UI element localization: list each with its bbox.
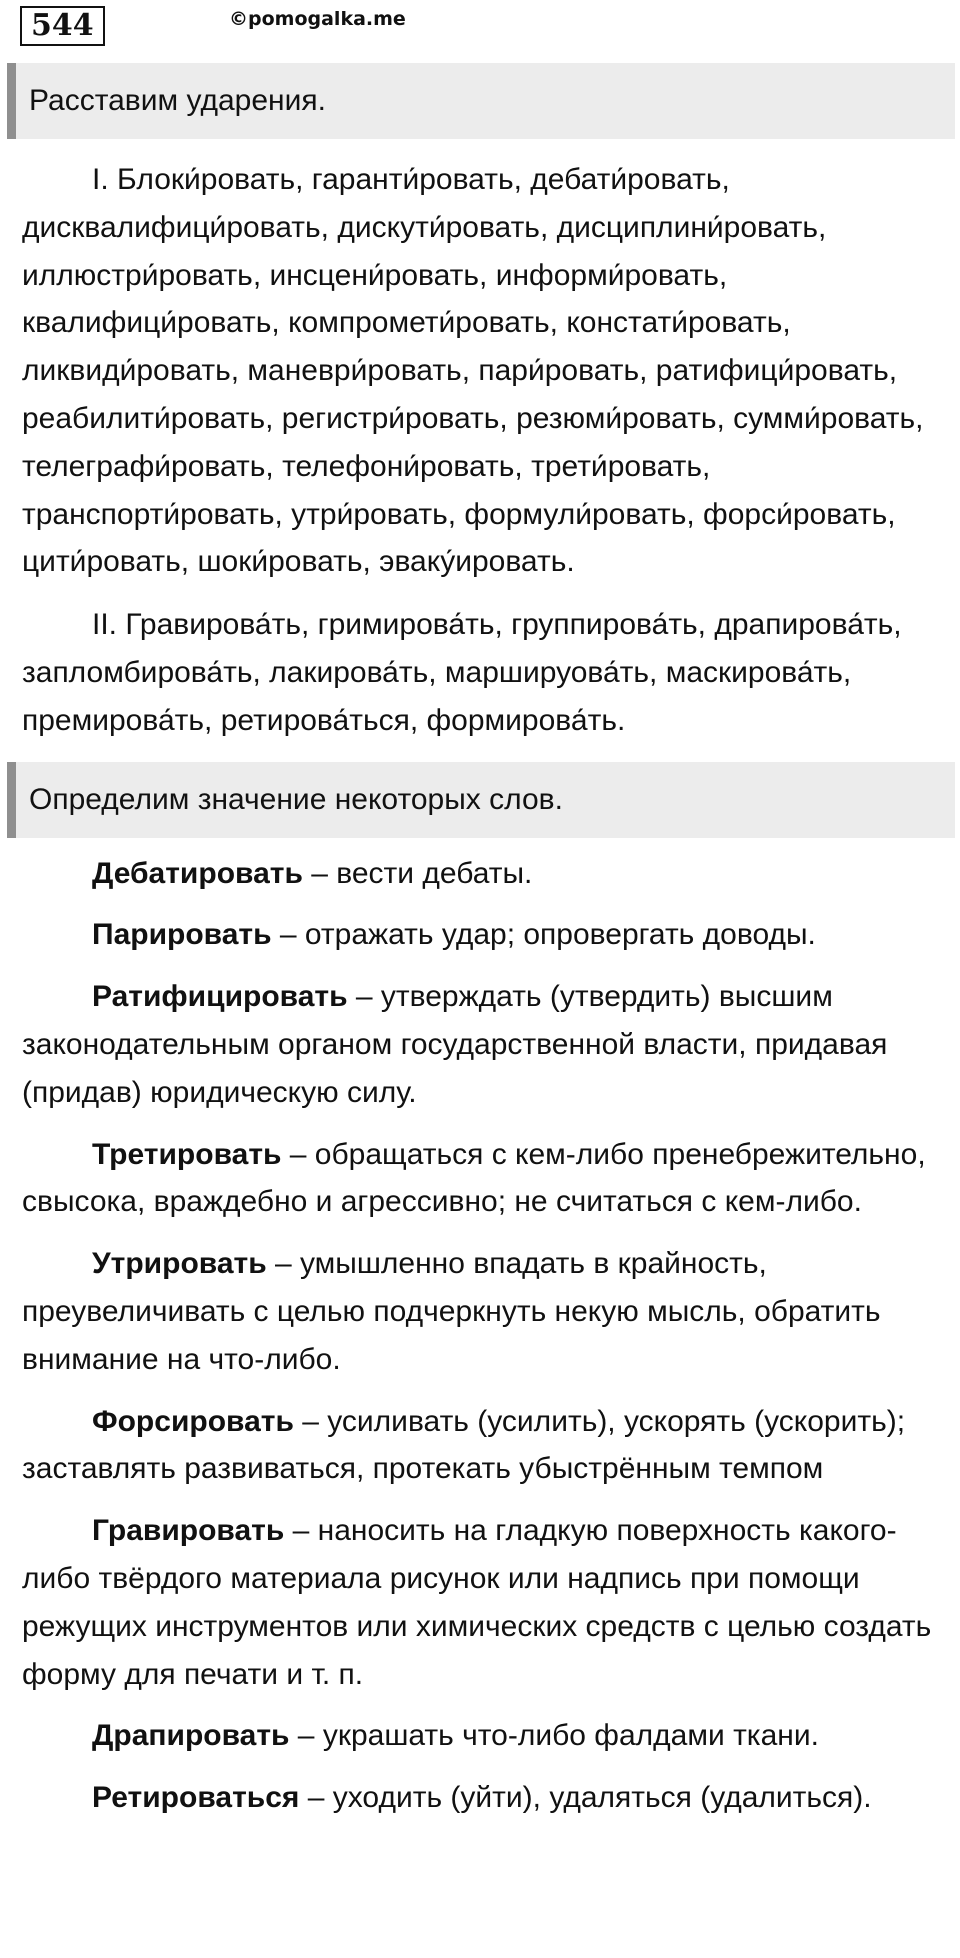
definition-term: Дебатировать: [92, 856, 303, 890]
definition-item: [0, 1240, 960, 1383]
definition-text: – утверждать (утвердить) высшим законодательным органом государственной власти, придавая (придав) юридическую силу.: [22, 980, 888, 1109]
definition-text: – наносить на гладкую поверхность какого-либо твёрдого материала рисунок или надпись при помощи режущих инструментов или химических средств с целью создать форму для печати и т. п.: [22, 1514, 932, 1691]
definition-text: – отражать удар; опровергать доводы.: [271, 918, 816, 952]
top-bar: [20, 6, 105, 48]
section-header-meanings: Определим значение некоторых слов.: [7, 762, 955, 838]
task-number: 544: [20, 6, 105, 46]
definition-term: Драпировать: [92, 1719, 290, 1753]
definition-text: – умышленно впадать в крайность, преувеличивать с целью подчеркнуть некую мысль, обратить внимание на что-либо.: [22, 1247, 881, 1376]
definition-item: [0, 1131, 960, 1227]
definition-term: Третировать: [92, 1137, 282, 1171]
definition-item: [0, 1774, 960, 1822]
definition-item: [0, 911, 960, 959]
definition-item: [0, 1398, 960, 1494]
definitions-list: [0, 850, 960, 1822]
definition-text: – уходить (уйти), удаляться (удалиться).: [299, 1781, 872, 1815]
definition-term: Ретироваться: [92, 1781, 300, 1815]
stress-list-group-1: I. Блоки́ровать, гаранти́ровать, дебати́ровать, дисквалифици́ровать, дискути́ровать, дисциплини́ровать, иллюстри́ровать, инсцени́ровать, информи́ровать, квалифици́ровать, компромети́ровать, констати́ровать, ликвиди́ровать, маневри́ровать, пари́ровать, ратифици́ровать, реабилити́ровать, регистри́ровать, резюми́ровать, сумми́ровать, телеграфи́ровать, телефони́ровать, трети́ровать, транспорти́ровать, утри́ровать, формули́ровать, форси́ровать, цити́ровать, шоки́ровать, эваку́ировать.: [22, 163, 924, 579]
definition-term: Парировать: [92, 918, 272, 952]
definition-item: [0, 1712, 960, 1760]
stress-list-group-2: II. Гравирова́ть, гримирова́ть, группирова́ть, драпирова́ть, запломбирова́ть, лакирова́ть, маршируова́ть, маскирова́ть, премирова́ть, ретирова́ться, формирова́ть.: [22, 608, 902, 737]
definition-term: Форсировать: [92, 1404, 294, 1438]
document-body: [0, 63, 960, 1836]
watermark: ©pomogalka.me: [229, 8, 406, 30]
section-header-stress: Расставим ударения.: [7, 63, 955, 139]
definition-term: Гравировать: [92, 1514, 285, 1548]
definition-item: [0, 1507, 960, 1698]
definition-term: Ратифицировать: [92, 980, 348, 1014]
definition-text: – усиливать (усилить), ускорять (ускорить); заставлять развиваться, протекать убыстрённым темпом: [22, 1404, 906, 1486]
definition-text: – вести дебаты.: [302, 856, 533, 890]
definition-item: [0, 850, 960, 898]
definition-text: – украшать что-либо фалдами ткани.: [289, 1719, 819, 1753]
definition-text: – обращаться с кем-либо пренебрежительно, свысока, враждебно и агрессивно; не считаться с кем-либо.: [22, 1137, 926, 1219]
definition-term: Утрировать: [92, 1247, 267, 1281]
definition-item: [0, 973, 960, 1116]
